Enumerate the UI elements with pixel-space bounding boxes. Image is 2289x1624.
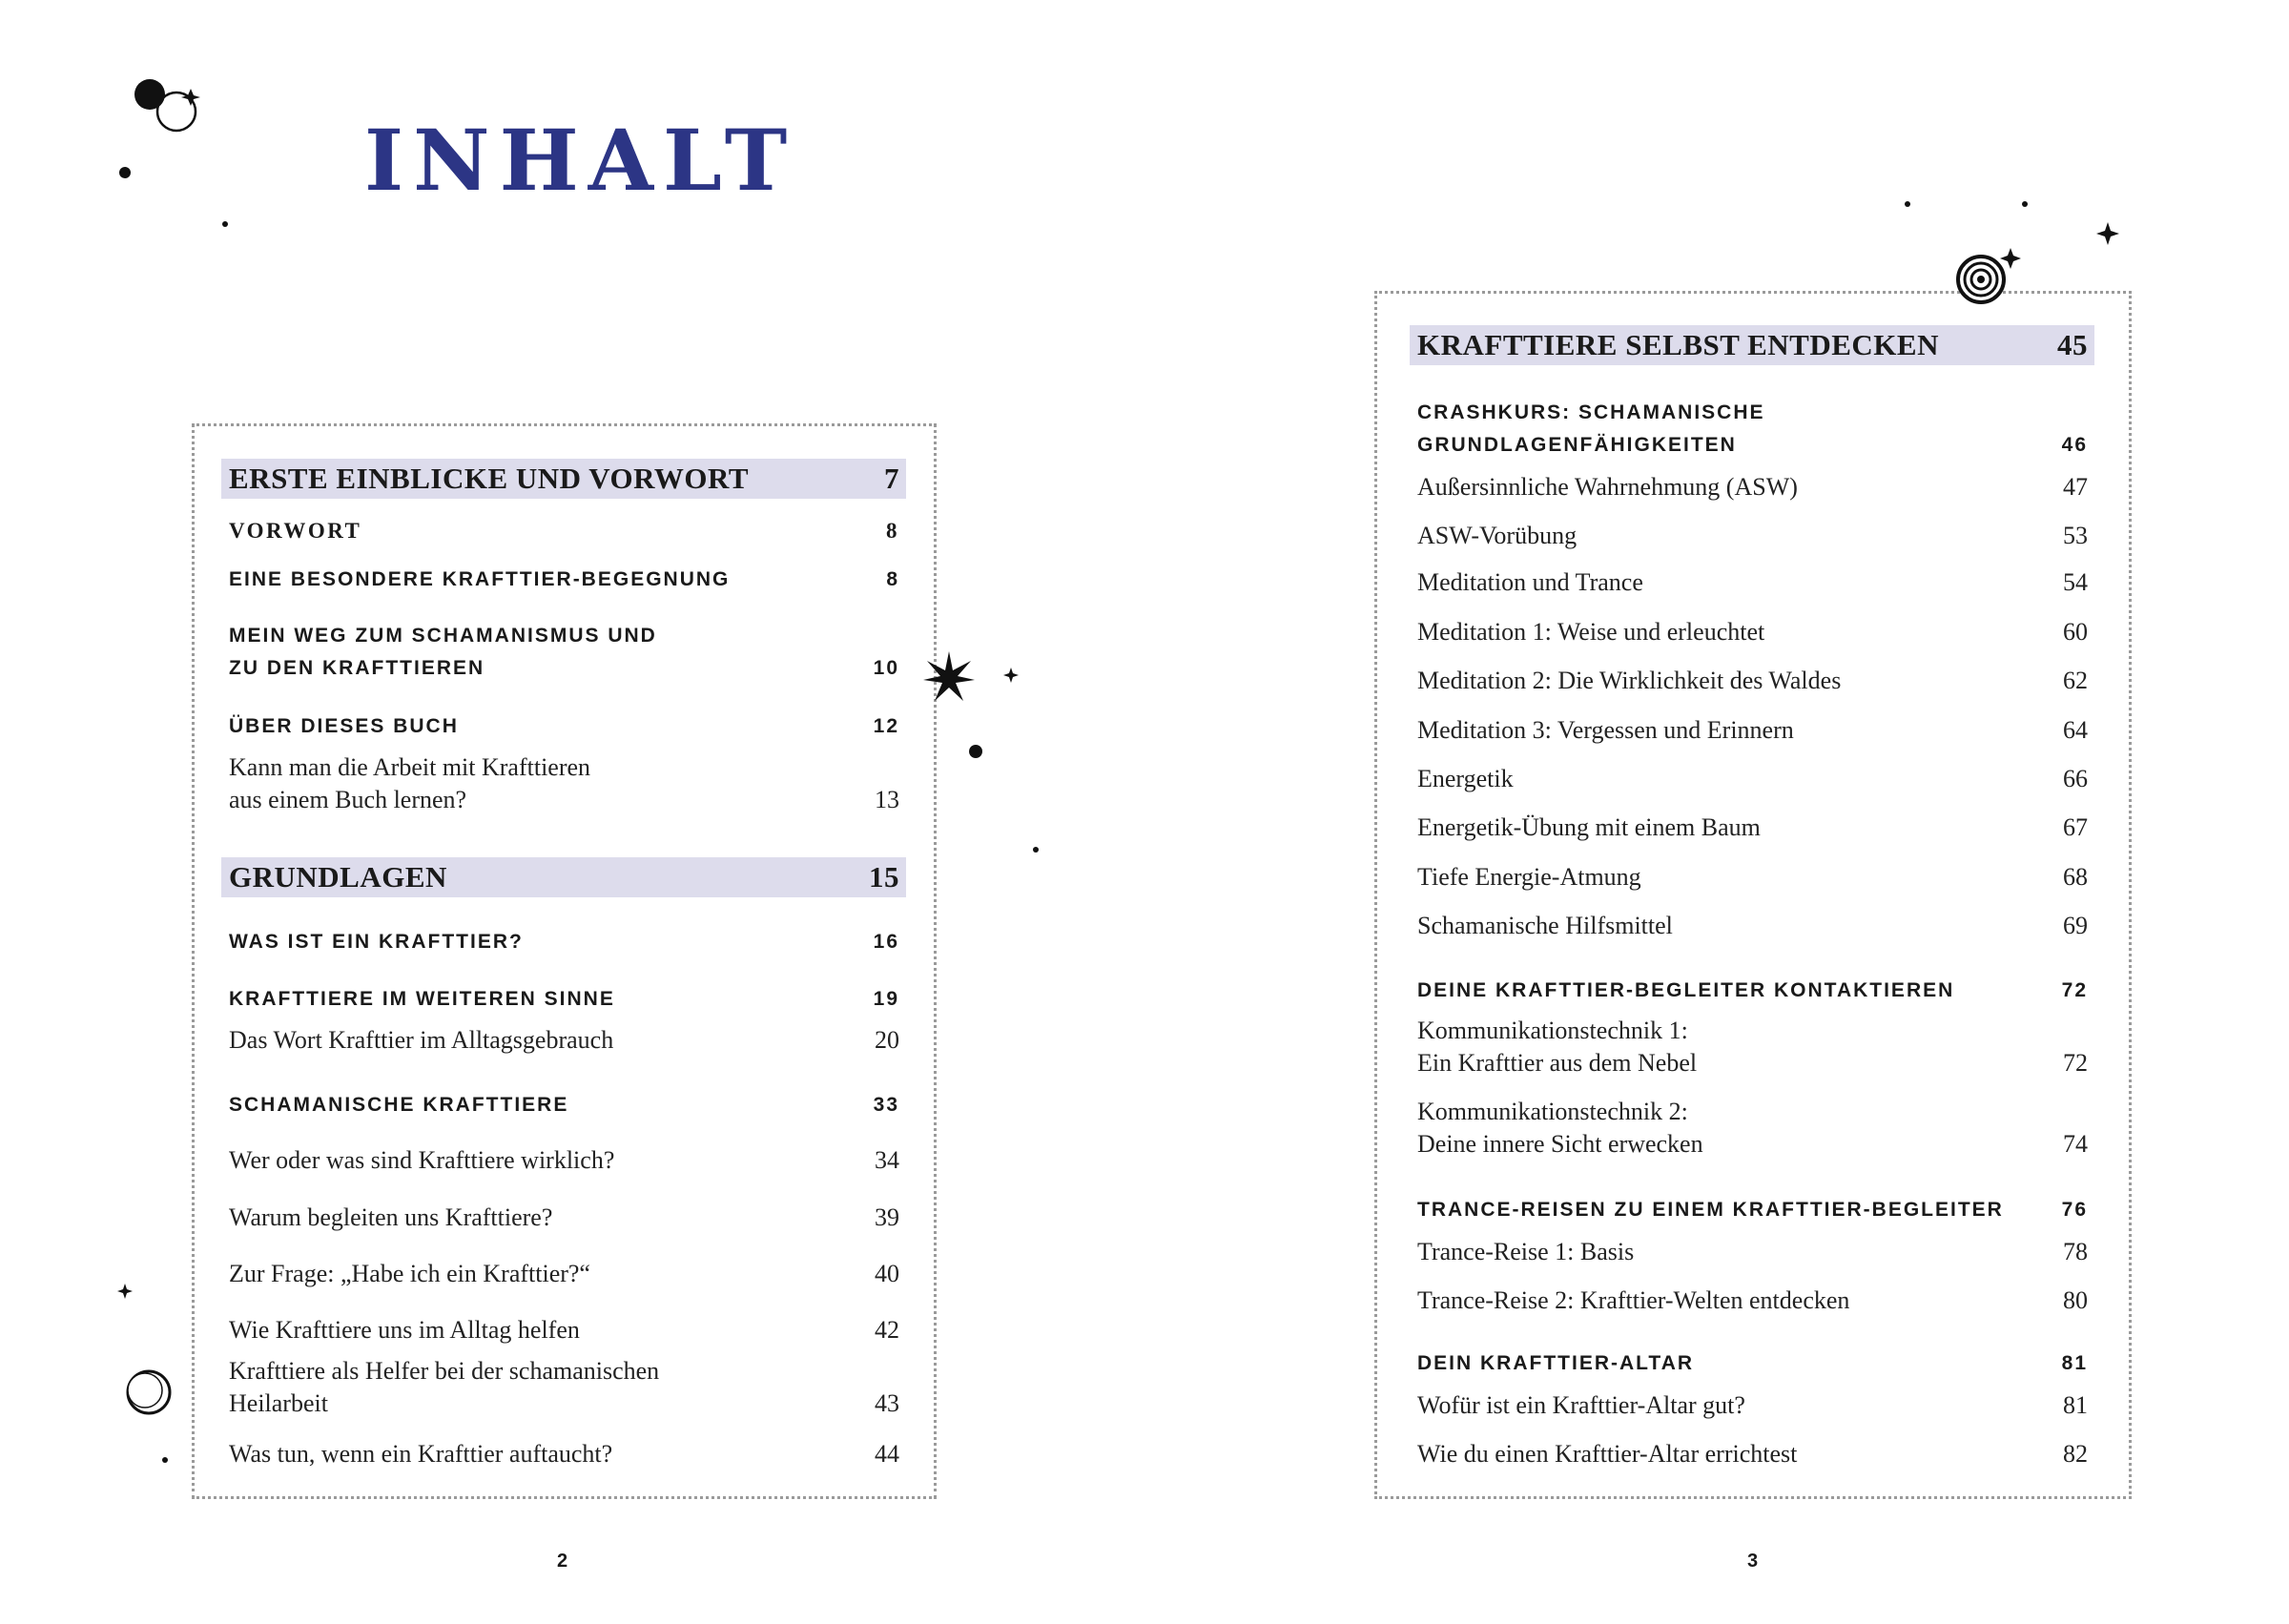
dot-icon [161, 1456, 169, 1464]
crescent-moon-icon [124, 1367, 174, 1417]
toc-entry-page: 60 [2063, 618, 2088, 646]
toc-chapter[interactable] [229, 515, 899, 547]
moon-star-icon [129, 72, 215, 143]
toc-entry-label: CRASHKURS: SCHAMANISCHE GRUNDLAGENFÄHIGKEITEN [1417, 401, 1765, 456]
toc-entry-label: KRAFTTIERE IM WEITEREN SINNE [229, 988, 615, 1010]
toc-entry-label: Trance-Reise 2: Krafttier-Welten entdecken [1417, 1286, 1850, 1314]
toc-entry-page: 13 [875, 786, 899, 813]
toc-entry[interactable] [229, 1355, 899, 1420]
toc-entry-page: 20 [875, 1026, 899, 1054]
toc-chapter[interactable] [1417, 1347, 2088, 1380]
toc-entry-page: 34 [875, 1146, 899, 1174]
toc-entry-page: 53 [2063, 522, 2088, 549]
toc-entry-label: Außersinnliche Wahrnehmung (ASW) [1417, 473, 1798, 501]
toc-entry-label: ÜBER DIESES BUCH [229, 715, 459, 737]
toc-entry-label: Tiefe Energie-Atmung [1417, 863, 1641, 891]
toc-entry-label: Energetik [1417, 765, 1514, 792]
toc-entry-page: 72 [2063, 1049, 2088, 1077]
spiral-moon-icon [1955, 246, 2024, 305]
toc-entry-label: Meditation 2: Die Wirklichkeit des Waldes [1417, 667, 1842, 694]
toc-entry-label: GRUNDLAGEN [229, 860, 447, 894]
toc-entry-label: Wie Krafttiere uns im Alltag helfen [229, 1316, 580, 1344]
toc-entry[interactable] [1417, 616, 2088, 648]
toc-entry-page: 46 [2061, 434, 2088, 456]
toc-entry-label: Wie du einen Krafttier-Altar errichtest [1417, 1440, 1798, 1468]
toc-entry-page: 47 [2063, 473, 2088, 501]
toc-entry-page: 76 [2061, 1199, 2088, 1221]
toc-entry-label: Das Wort Krafttier im Alltagsgebrauch [229, 1026, 614, 1054]
star-icon [923, 651, 975, 703]
toc-entry-page: 81 [2061, 1352, 2088, 1374]
toc-entry-page: 68 [2063, 863, 2088, 891]
toc-entry-label: Wofür ist ein Krafttier-Altar gut? [1417, 1391, 1745, 1419]
toc-entry-label: Wer oder was sind Krafttiere wirklich? [229, 1146, 615, 1174]
toc-entry-label: ASW-Vorübung [1417, 522, 1578, 549]
toc-entry-page: 82 [2063, 1440, 2088, 1468]
toc-entry-page: 72 [2061, 979, 2088, 1001]
toc-entry-label: SCHAMANISCHE KRAFTTIERE [229, 1094, 569, 1116]
toc-entry-label: ERSTE EINBLICKE UND VORWORT [229, 462, 749, 495]
sparkle-icon [117, 1284, 133, 1299]
toc-entry[interactable] [1417, 861, 2088, 894]
toc-chapter[interactable] [229, 710, 899, 743]
toc-chapter[interactable] [1417, 397, 2088, 462]
toc-entry-label: Zur Frage: „Habe ich ein Krafttier?“ [229, 1260, 590, 1287]
dot-icon [1904, 200, 1911, 208]
toc-entry-label: Kommunikationstechnik 2: Deine innere Sicht erwecken [1417, 1098, 1703, 1158]
toc-entry-page: 54 [2063, 568, 2088, 596]
toc-entry[interactable] [229, 1314, 899, 1346]
dot-icon [118, 166, 132, 179]
toc-chapter[interactable] [1417, 975, 2088, 1007]
toc-section[interactable] [229, 460, 899, 498]
toc-entry[interactable] [1417, 1438, 2088, 1470]
toc-entry-page: 16 [873, 931, 899, 953]
toc-entry[interactable] [229, 1144, 899, 1177]
dot-icon [968, 744, 983, 759]
toc-entry-label: DEIN KRAFTTIER-ALTAR [1417, 1352, 1695, 1374]
toc-section[interactable] [229, 858, 899, 896]
toc-entry-page: 80 [2063, 1286, 2088, 1314]
toc-entry-page: 39 [875, 1203, 899, 1231]
toc-entry[interactable] [1417, 665, 2088, 697]
dot-icon [1032, 846, 1040, 853]
toc-entry[interactable] [229, 1024, 899, 1057]
toc-entry[interactable] [229, 751, 899, 816]
toc-entry-label: VORWORT [229, 519, 362, 543]
toc-entry-page: 74 [2063, 1130, 2088, 1158]
toc-entry[interactable] [1417, 763, 2088, 795]
toc-entry[interactable] [229, 1258, 899, 1290]
toc-entry-page: 40 [875, 1260, 899, 1287]
toc-chapter[interactable] [229, 564, 899, 596]
toc-chapter[interactable] [229, 983, 899, 1016]
toc-entry[interactable] [1417, 520, 2088, 552]
toc-entry[interactable] [229, 1202, 899, 1234]
toc-chapter[interactable] [229, 926, 899, 958]
toc-entry-page: 43 [875, 1389, 899, 1417]
toc-entry-page: 19 [873, 988, 899, 1010]
toc-entry-page: 10 [873, 657, 899, 679]
toc-entry-label: Meditation 3: Vergessen und Erinnern [1417, 716, 1794, 744]
toc-entry[interactable] [1417, 1389, 2088, 1422]
dot-icon [221, 220, 229, 228]
toc-entry-label: Kommunikationstechnik 1: Ein Krafttier aus dem Nebel [1417, 1017, 1698, 1077]
toc-entry-page: 67 [2063, 813, 2088, 841]
toc-entry-label: KRAFTTIERE SELBST ENTDECKEN [1417, 328, 1939, 361]
toc-entry-label: TRANCE-REISEN ZU EINEM KRAFTTIER-BEGLEITER [1417, 1199, 2004, 1221]
toc-entry-page: 44 [875, 1440, 899, 1468]
toc-entry-page: 8 [886, 568, 899, 590]
toc-entry-page: 8 [886, 519, 899, 543]
toc-entry-label: Schamanische Hilfsmittel [1417, 912, 1673, 939]
toc-entry-label: Kann man die Arbeit mit Krafttieren aus einem Buch lernen? [229, 753, 591, 813]
toc-entry[interactable] [1417, 566, 2088, 599]
toc-entry-page: 33 [873, 1094, 899, 1116]
toc-entry-label: Krafttiere als Helfer bei der schamanischen Heilarbeit [229, 1357, 660, 1417]
sparkle-icon [2096, 222, 2119, 245]
toc-entry-label: EINE BESONDERE KRAFTTIER-BEGEGNUNG [229, 568, 731, 590]
toc-entry-label: Meditation 1: Weise und erleuchtet [1417, 618, 1765, 646]
toc-chapter[interactable] [229, 620, 899, 685]
toc-entry-label: Trance-Reise 1: Basis [1417, 1238, 1635, 1265]
toc-entry[interactable] [1417, 1285, 2088, 1317]
dot-icon [2021, 200, 2029, 208]
sparkle-icon [1003, 668, 1019, 683]
toc-entry-page: 7 [884, 462, 899, 495]
toc-entry-page: 45 [2057, 328, 2088, 361]
toc-entry-page: 64 [2063, 716, 2088, 744]
toc-entry-label: Warum begleiten uns Krafttiere? [229, 1203, 553, 1231]
toc-entry-page: 81 [2063, 1391, 2088, 1419]
toc-entry-page: 78 [2063, 1238, 2088, 1265]
toc-entry[interactable] [229, 1438, 899, 1470]
toc-entry-label: Was tun, wenn ein Krafttier auftaucht? [229, 1440, 613, 1468]
toc-entry[interactable] [1417, 714, 2088, 747]
toc-chapter[interactable] [229, 1089, 899, 1121]
page-title: INHALT [364, 111, 797, 210]
toc-entry-label: DEINE KRAFTTIER-BEGLEITER KONTAKTIEREN [1417, 979, 1955, 1001]
toc-entry-page: 12 [873, 715, 899, 737]
toc-entry-page: 69 [2063, 912, 2088, 939]
toc-entry-page: 66 [2063, 765, 2088, 792]
toc-entry[interactable] [1417, 1015, 2088, 1079]
toc-entry-label: Energetik-Übung mit einem Baum [1417, 813, 1761, 841]
toc-section[interactable] [1417, 326, 2088, 364]
toc-entry[interactable] [1417, 910, 2088, 942]
toc-entry[interactable] [1417, 471, 2088, 504]
toc-entry-page: 15 [869, 860, 899, 894]
toc-entry-label: Meditation und Trance [1417, 568, 1643, 596]
toc-entry-label: WAS IST EIN KRAFTTIER? [229, 931, 524, 953]
toc-entry-page: 42 [875, 1316, 899, 1344]
toc-entry[interactable] [1417, 812, 2088, 844]
toc-chapter[interactable] [1417, 1194, 2088, 1226]
toc-entry[interactable] [1417, 1096, 2088, 1161]
page-number-left: 2 [557, 1551, 568, 1572]
toc-entry-page: 62 [2063, 667, 2088, 694]
toc-entry-label: MEIN WEG ZUM SCHAMANISMUS UND ZU DEN KRAFTTIEREN [229, 625, 657, 679]
toc-entry[interactable] [1417, 1236, 2088, 1268]
page-number-right: 3 [1747, 1551, 1759, 1572]
